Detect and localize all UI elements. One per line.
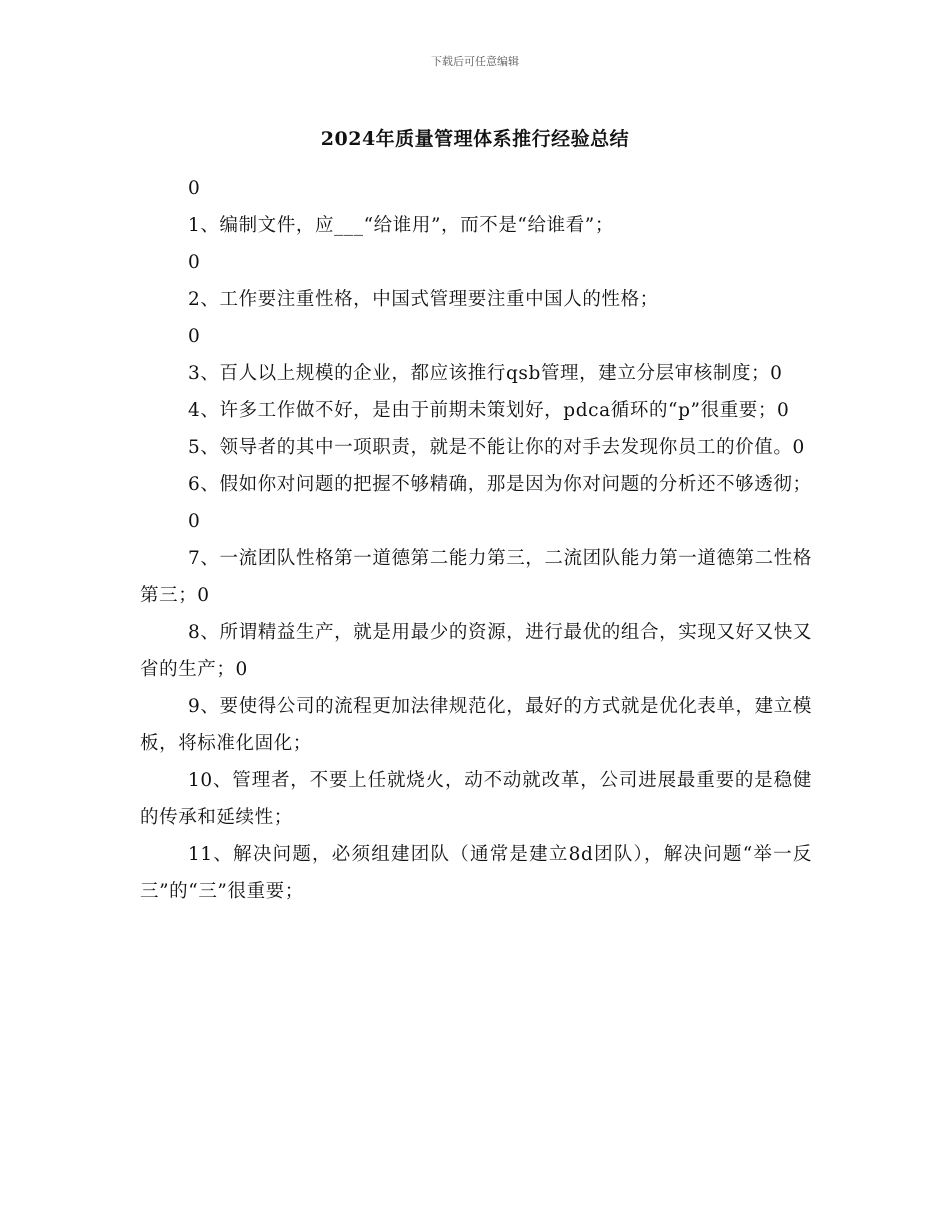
document-body	[140, 170, 812, 910]
paragraph: 10、管理者，不要上任就烧火，动不动就改革，公司进展最重要的是稳健的传承和延续性；	[140, 770, 812, 828]
paragraph: 0	[188, 326, 201, 347]
document-title: 2024年质量管理体系推行经验总结	[320, 128, 630, 150]
paragraph: 1、编制文件，应___“给谁用”，而不是“给谁看”；	[188, 215, 614, 236]
paragraph: 8、所谓精益生产，就是用最少的资源，进行最优的组合，实现又好又快又省的生产；0	[140, 622, 812, 680]
header-note: 下载后可任意编辑	[431, 55, 519, 68]
paragraph: 5、领导者的其中一项职责，就是不能让你的对手去发现你员工的价值。0	[188, 437, 805, 458]
paragraph: 2、工作要注重性格，中国式管理要注重中国人的性格；	[188, 289, 659, 310]
paragraph: 9、要使得公司的流程更加法律规范化，最好的方式就是优化表单，建立模板，将标准化固化；	[140, 696, 812, 754]
paragraph: 6、假如你对问题的把握不够精确，那是因为你对问题的分析还不够透彻；	[188, 474, 812, 495]
paragraph: 0	[188, 178, 201, 199]
paragraph: 7、一流团队性格第一道德第二能力第三，二流团队能力第一道德第二性格第三；0	[140, 548, 812, 606]
paragraph: 4、许多工作做不好，是由于前期未策划好，pdca循环的“p”很重要；0	[188, 400, 790, 421]
paragraph: 0	[188, 511, 201, 532]
paragraph: 3、百人以上规模的企业，都应该推行qsb管理，建立分层审核制度；0	[188, 363, 783, 384]
paragraph: 0	[188, 252, 201, 273]
paragraph: 11、解决问题，必须组建团队（通常是建立8d团队），解决问题“举一反三”的“三”很重要；	[140, 844, 812, 902]
